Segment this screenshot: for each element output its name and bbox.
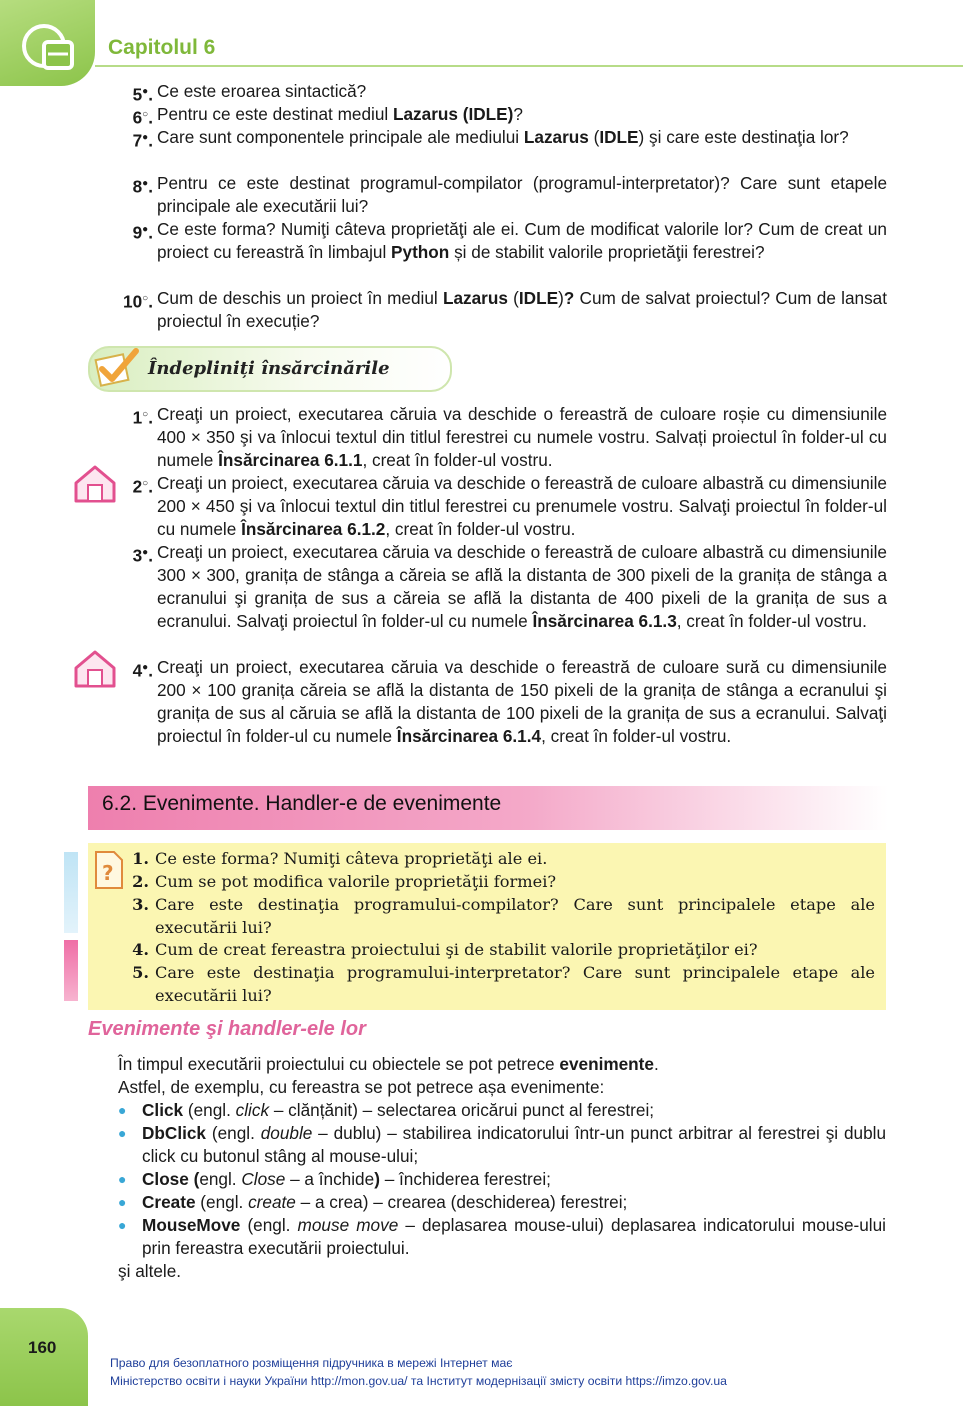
review-question: 3. Care este destinaţia programului-compilator? Care sunt principalele etape ale executării lui? <box>132 895 875 937</box>
document-question-icon <box>92 850 124 890</box>
bullet-icon: ● <box>118 1194 127 1210</box>
task-item: 2○. Creaţi un proiect, executarea căruia va deschide o fereastră de culoare albastră cu dimensiunile 200 × 450 şi va înlocui textul din titlul ferestrei cu prenumele vostru. Salvaţi proiectul în folder-ul cu numele Însărcinarea 6.1.2, creat în folder-ul vostru. <box>132 473 887 539</box>
intro-paragraph: În timpul executării proiectului cu obiectele se pot petrece evenimente. <box>118 1054 659 1074</box>
review-question: 2. Cum se pot modifica valorile proprietăţii formei? <box>132 872 557 891</box>
intro-paragraph: Astfel, de exemplu, cu fereastra se pot petrece așa evenimente: <box>118 1077 605 1097</box>
svg-text:?: ? <box>102 861 114 885</box>
review-question: 4. Cum de creat fereastra proiectului şi de stabilit valorile proprietăţilor ei? <box>132 940 758 959</box>
task-item: 4●. Creaţi un proiect, executarea căruia va deschide o fereastră de culoare sură cu dimensiunile 200 × 100 granița căreia se află la distanta de 150 pixeli de la granița de stânga a ecranului şi granița de sus al căruia se află la distanta de 100 pixeli de la granița de sus a ecranului. Salvaţi proiectul în folder-ul cu numele Însărcinarea 6.1.4, creat în folder-ul vostru. <box>132 657 887 746</box>
closing-text: şi altele. <box>118 1261 182 1281</box>
question-item: 10○. Cum de deschis un proiect în mediul Lazarus (IDLE)? Cum de salvat proiectul? Cum de lansat proiectul în execuție? <box>123 288 888 331</box>
question-item: 6○. Pentru ce este destinat mediul Lazarus (IDLE)? <box>132 104 523 128</box>
event-list-item: ● Create (engl. create – a crea) – crearea (deschiderea) ferestrei; <box>118 1192 628 1212</box>
page-number: 160 <box>28 1338 57 1357</box>
bullet-icon: ● <box>118 1217 127 1233</box>
book-icon <box>18 20 78 74</box>
side-accent-blue <box>64 852 78 933</box>
event-list-item: ● MouseMove (engl. mouse move – deplasarea mouse-ului) deplasarea indicatorului mouse-ului prin fereastra executării proiectului. <box>118 1215 886 1258</box>
review-question: 1. Ce este forma? Numiţi câteva proprietăţi ale ei. <box>132 849 548 868</box>
chapter-title: Capitolul 6 <box>108 36 216 59</box>
footer-line: Право для безоплатного розміщення підручника в мережі Інтернет має <box>110 1356 513 1370</box>
tasks-banner-title: Îndepliniți însărcinările <box>148 358 390 379</box>
bullet-icon: ● <box>118 1125 127 1141</box>
bullet-icon: ● <box>118 1102 127 1118</box>
chapter-corner-tab <box>0 0 95 86</box>
question-item: 5●. Ce este eroarea sintactică? <box>132 81 367 105</box>
section-title: 6.2. Evenimente. Handler-e de evenimente <box>102 792 502 815</box>
event-list-item: ● Close (engl. Close – a închide) – închiderea ferestrei; <box>118 1169 551 1189</box>
review-question: 5. Care este destinaţia programului-interpretator? Care sunt principalele etape ale executării lui? <box>132 963 875 1005</box>
question-item: 7●. Care sunt componentele principale ale mediului Lazarus (IDLE) şi care este destinaţia lor? <box>132 127 849 151</box>
event-list-item: ● Click (engl. click – clănțănit) – selectarea oricărui punct al ferestrei; <box>118 1100 655 1120</box>
side-accent-pink <box>64 940 78 1001</box>
question-item: 8●. Pentru ce este destinat programul-compilator (programul-interpretator)? Care sunt etapele principale ale executării lui? <box>132 173 887 216</box>
footer-line: Міністерство освіти і науки України http://mon.gov.ua/ та Інститут модернізації змісту освіти https://imzo.gov.ua <box>110 1374 727 1388</box>
bullet-icon: ● <box>118 1171 127 1187</box>
task-item: 1○. Creaţi un proiect, executarea căruia va deschide o fereastră de culoare roșie cu dimensiunile 400 × 350 şi va înlocui textul din titlul ferestrei cu numele vostru. Salvați proiectul în folder-ul cu numele Însărcinarea 6.1.1, creat în folder-ul vostru. <box>132 404 887 470</box>
question-item: 9●. Ce este forma? Numiţi câteva proprietăţi ale ei. Cum de modificat valorile lor? Cum de creat un proiect cu fereastră în limbajul Python și de stabilit valorile proprietăţii ferestrei? <box>132 219 887 262</box>
header-divider <box>95 65 963 67</box>
event-list-item: ● DbClick (engl. double – dublu) – stabilirea indicatorului într-un punct arbitrar al ferestrei şi dublu click cu butonul stâng al mouse-ului; <box>118 1123 887 1166</box>
task-item: 3●. Creaţi un proiect, executarea căruia va deschide o fereastră de culoare albastră cu dimensiunile 300 × 300, granița de stânga a căreia se află la distanta de 300 pixeli de la granița de stânga a ecranului şi granița de sus a căreia se află la distanta de 400 pixeli de la granița de sus a ecranului. Salvaţi proiectul în folder-ul cu numele Însărcinarea 6.1.3, creat în folder-ul vostru. <box>132 542 887 631</box>
sub-heading: Evenimente şi handler-ele lor <box>88 1018 366 1040</box>
checklist-icon <box>92 345 142 389</box>
